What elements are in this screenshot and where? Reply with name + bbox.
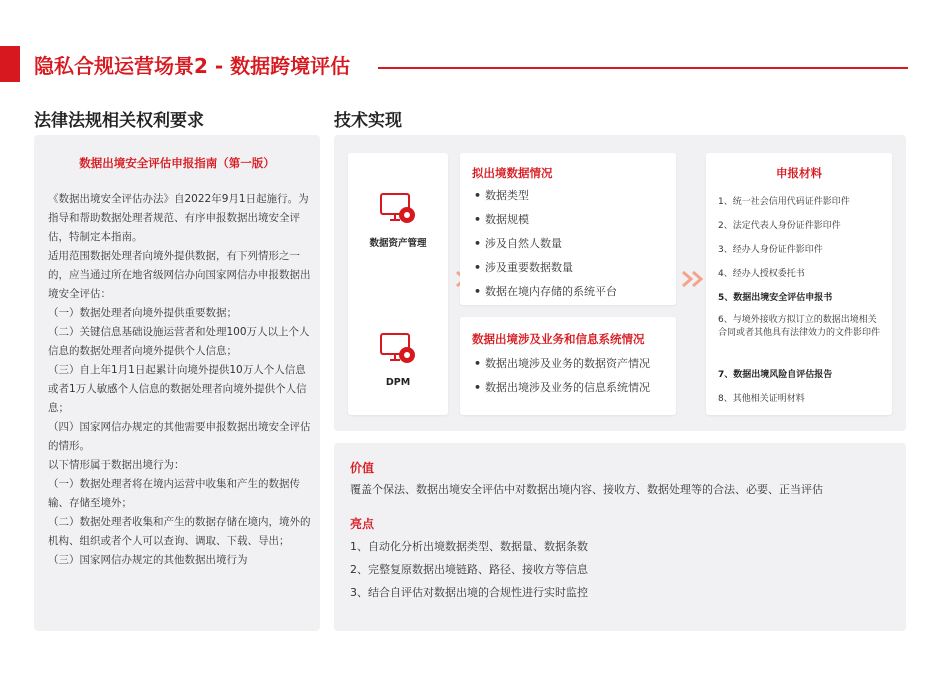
list-item: 7、数据出境风险自评估报告 <box>718 370 833 380</box>
value-heading: 价值 <box>350 461 375 475</box>
highlights-heading: 亮点 <box>350 517 375 531</box>
page-title: 隐私合规运营场景2 - 数据跨境评估 <box>34 54 351 78</box>
list-item: 4、经办人授权委托书 <box>718 269 805 279</box>
title-accent-bar <box>0 46 20 82</box>
list-item: • 数据在境内存储的系统平台 <box>474 285 618 298</box>
law-paragraph: （四）国家网信办规定的其他需要申报数据出境安全评估的情形。 <box>48 421 311 452</box>
law-paragraph: （二）数据处理者收集和产生的数据存储在境内，境外的机构、组织或者个人可以查询、调取、下载、导出； <box>48 516 311 547</box>
law-paragraph: （三）国家网信办规定的其他数据出境行为 <box>48 554 248 566</box>
law-paragraph: （一）数据处理者向境外提供重要数据； <box>48 307 237 319</box>
materials-card <box>706 153 892 415</box>
law-paragraph: （三）自上年1月1日起累计向境外提供10万人个人信息或者1万人敏感个人信息的数据处理者向境外提供个人信息； <box>48 364 307 414</box>
business-systems-card <box>460 317 676 415</box>
outbound-data-title: 拟出境数据情况 <box>472 166 553 180</box>
list-item: • 数据出境涉及业务的信息系统情况 <box>474 381 651 394</box>
law-paragraph: 适用范围数据处理者向境外提供数据，有下列情形之一的，应当通过所在地省级网信办向国家网信办申报数据出境安全评估： <box>48 250 311 300</box>
list-item: 8、其他相关证明材料 <box>718 394 805 404</box>
law-paragraph: 以下情形属于数据出境行为： <box>48 459 185 471</box>
list-item: • 涉及自然人数量 <box>474 237 563 250</box>
data-asset-management-label: 数据资产管理 <box>369 238 427 249</box>
monitor-gear-icon <box>378 189 418 229</box>
list-item: 3、经办人身份证件影印件 <box>718 245 823 255</box>
list-item: • 数据出境涉及业务的数据资产情况 <box>474 357 651 370</box>
dpm-label: DPM <box>385 377 411 388</box>
list-item: 3、结合自评估对数据出境的合规性进行实时监控 <box>350 586 588 599</box>
monitor-gear-icon <box>378 329 418 369</box>
law-panel <box>34 135 320 631</box>
law-paragraph: （一）数据处理者将在境内运营中收集和产生的数据传输、存储至境外； <box>48 478 300 509</box>
list-item: 1、统一社会信用代码证件影印件 <box>718 197 850 207</box>
tech-panel <box>334 135 906 431</box>
law-paragraph: 《数据出境安全评估办法》自2022年9月1日起施行。为指导和帮助数据处理者规范、有序申报数据出境安全评估，特制定本指南。 <box>48 193 309 243</box>
list-item: • 数据规模 <box>474 213 530 226</box>
value-panel <box>334 443 906 631</box>
double-chevron-right-icon <box>680 269 706 289</box>
list-item: 6、与境外接收方拟订立的数据出境相关合同或者其他具有法律效力的文件影印件 <box>718 315 881 338</box>
law-paragraph: （二）关键信息基础设施运营者和处理100万人以上个人信息的数据处理者向境外提供个人信息； <box>48 326 310 357</box>
list-item: 2、法定代表人身份证件影印件 <box>718 221 841 231</box>
outbound-data-card <box>460 153 676 305</box>
business-systems-title: 数据出境涉及业务和信息系统情况 <box>472 332 645 346</box>
list-item: 2、完整复原数据出境链路、路径、接收方等信息 <box>350 563 588 576</box>
list-item: 5、数据出境安全评估申报书 <box>718 293 833 303</box>
tech-implementation-heading: 技术实现 <box>334 111 402 131</box>
materials-title: 申报材料 <box>776 166 822 180</box>
legal-requirements-heading: 法律法规相关权利要求 <box>34 111 204 131</box>
law-body <box>48 190 312 570</box>
value-text: 覆盖个保法、数据出境安全评估中对数据出境内容、接收方、数据处理等的合法、必要、正当评估 <box>350 483 823 496</box>
list-item: • 数据类型 <box>474 189 530 202</box>
list-item: • 涉及重要数据数量 <box>474 261 574 274</box>
systems-column <box>348 153 448 415</box>
list-item: 1、自动化分析出境数据类型、数据量、数据条数 <box>350 540 588 553</box>
law-title: 数据出境安全评估申报指南（第一版） <box>79 156 275 170</box>
title-divider <box>378 67 908 69</box>
